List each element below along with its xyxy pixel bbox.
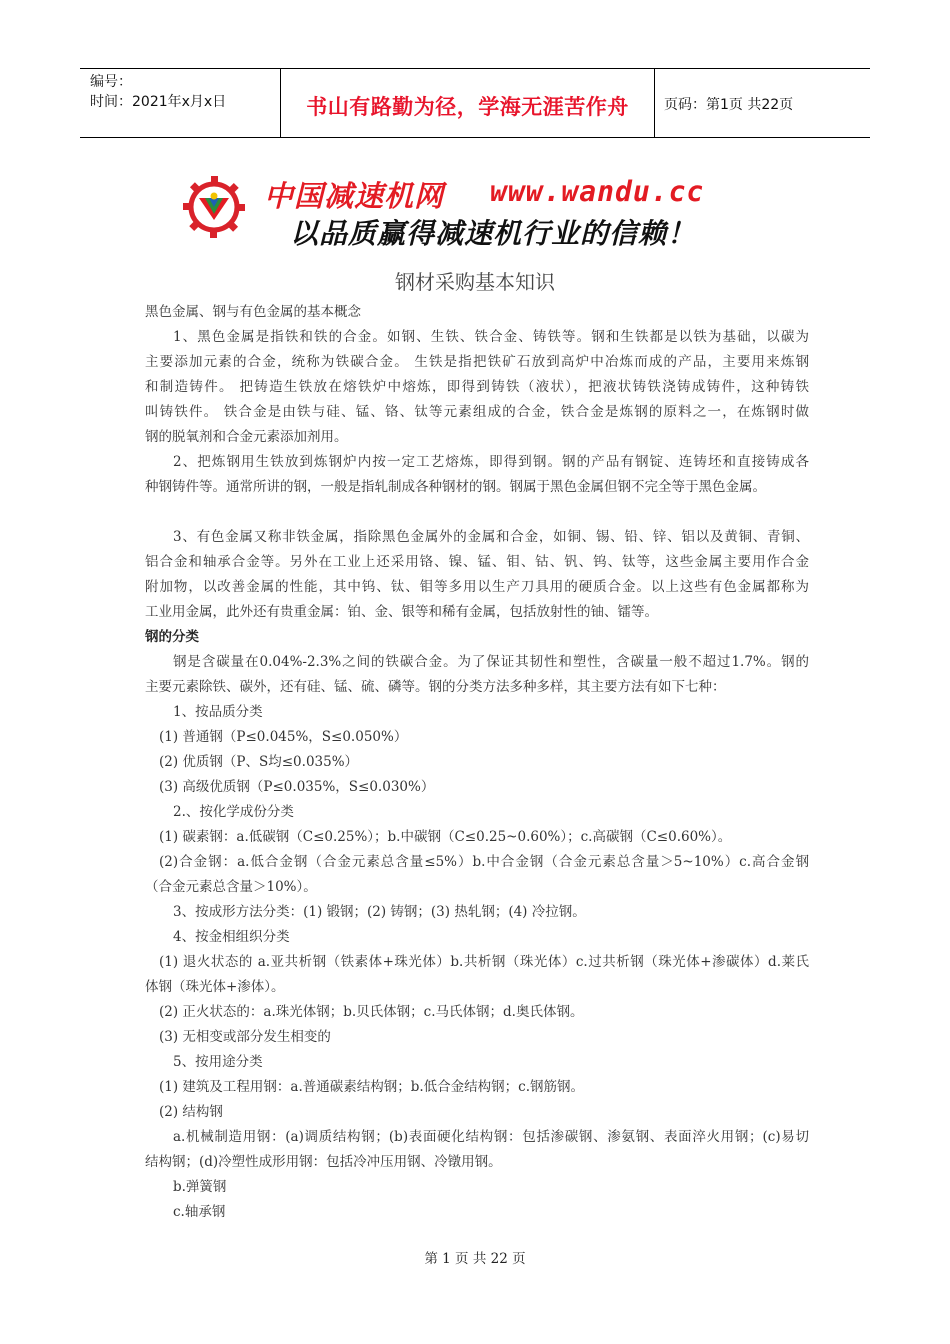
list-item: a.机械制造用钢：(a)调质结构钢；(b)表面硬化结构钢：包括渗碳钢、渗氨钢、表面淬火用钢；(c)易切	[173, 1129, 809, 1145]
list-item: (1) 普通钢（P≤0.045%，S≤0.050%）	[159, 729, 408, 745]
section-heading: 黑色金属、钢与有色金属的基本概念	[145, 304, 361, 320]
document-header	[80, 68, 870, 138]
document-body	[145, 300, 809, 1225]
paragraph-line: 工业用金属，此外还有贵重金属：铂、金、银等和稀有金属，包括放射性的铀、镭等。	[145, 604, 658, 620]
gear-logo-icon	[183, 176, 245, 238]
paragraph-line: 主要添加元素的合金，统称为铁碳合金。 生铁是指把铁矿石放到高炉中冶炼而成的产品，主要用来炼钢	[145, 354, 809, 370]
list-heading: 1、按品质分类	[173, 704, 263, 720]
paragraph-line: 钢的脱氧剂和合金元素添加剂用。	[145, 429, 348, 445]
page-info: 页码：第1页 共22页	[664, 97, 794, 113]
paragraph-line: 附加物，以改善金属的性能，其中钨、钛、钼等多用以生产刀具用的硬质合金。以上这些有色金属都称为	[145, 579, 809, 595]
list-item: 结构钢；(d)冷塑性成形用钢：包括冷冲压用钢、冷镦用钢。	[145, 1154, 502, 1170]
brand-slogan: 以品质赢得减速机行业的信赖！	[290, 217, 697, 250]
list-heading: 2.、按化学成份分类	[173, 804, 294, 820]
list-item: (2) 优质钢（P、S均≤0.035%）	[159, 754, 359, 770]
list-item: 体钢（珠光体+渗体）。	[145, 979, 285, 995]
list-heading: 5、按用途分类	[173, 1054, 263, 1070]
paragraph-line: 1、黑色金属是指铁和铁的合金。如钢、生铁、铁合金、铸铁等。钢和生铁都是以铁为基础，以碳为	[173, 329, 809, 345]
header-meta-cell	[80, 69, 280, 137]
list-item: c.轴承钢	[173, 1204, 226, 1220]
page-title: 钢材采购基本知识	[395, 270, 555, 294]
list-item: （合金元素总含量＞10%）。	[145, 879, 317, 895]
list-item: (2) 正火状态的：a.珠光体钢；b.贝氏体钢；c.马氏体钢；d.奥氏体钢。	[159, 1004, 584, 1020]
paragraph-line: 叫铸铁件。 铁合金是由铁与硅、锰、铬、钛等元素组成的合金，铁合金是炼钢的原料之一，在炼钢时做	[145, 404, 809, 420]
list-item: (2) 结构钢	[159, 1104, 223, 1120]
paragraph-line: 主要元素除铁、碳外，还有硅、锰、硫、磷等。钢的分类方法多种多样，其主要方法有如下七种：	[145, 679, 726, 695]
section-heading: 钢的分类	[145, 629, 199, 645]
list-item: (3) 无相变或部分发生相变的	[159, 1029, 331, 1045]
paragraph-line: 铝合金和轴承合金等。另外在工业上还采用铬、镍、锰、钼、钴、钒、钨、钛等，这些金属主要用作合金	[145, 554, 809, 570]
number-label: 编号：	[90, 74, 132, 90]
paragraph-line: 钢是含碳量在0.04%-2.3%之间的铁碳合金。为了保证其韧性和塑性，含碳量一般不超过1.7%。钢的	[173, 654, 809, 670]
list-item: (1) 退火状态的 a.亚共析钢（铁素体+珠光体）b.共析钢（珠光体）c.过共析钢（珠光体+渗碳体）d.莱氏	[159, 954, 809, 970]
paragraph-line: 和制造铸件。 把铸造生铁放在熔铁炉中熔炼，即得到铸铁（液状），把液状铸铁浇铸成铸件，这种铸铁	[145, 379, 809, 395]
paragraph-line: 2、把炼钢用生铁放到炼钢炉内按一定工艺熔炼，即得到钢。钢的产品有钢锭、连铸坯和直接铸成各	[173, 454, 809, 470]
paragraph-line: 3、有色金属又称非铁金属，指除黑色金属外的金属和合金，如铜、锡、铅、锌、铝以及黄铜、青铜、	[173, 529, 809, 545]
page-footer: 第 1 页 共 22 页	[424, 1251, 526, 1267]
brand-banner	[180, 172, 770, 252]
blank-line	[145, 500, 809, 525]
paragraph-line: 种钢铸件等。通常所讲的钢，一般是指轧制成各种钢材的钢。钢属于黑色金属但钢不完全等于黑色金属。	[145, 479, 766, 495]
time-label: 时间：2021年x月x日	[90, 94, 227, 110]
motto-text: 书山有路勤为径，学海无涯苦作舟	[306, 95, 629, 119]
list-item: (3) 高级优质钢（P≤0.035%，S≤0.030%）	[159, 779, 435, 795]
list-item: (1) 建筑及工程用钢：a.普通碳素结构钢；b.低合金结构钢；c.钢筋钢。	[159, 1079, 585, 1095]
brand-name: 中国减速机网	[264, 179, 445, 213]
list-item: (1) 碳素钢：a.低碳钢（C≤0.25%）；b.中碳钢（C≤0.25~0.60%）；c.高碳钢（C≤0.60%）。	[159, 829, 732, 845]
list-heading: 3、按成形方法分类：(1) 锻钢；(2) 铸钢；(3) 热轧钢；(4) 冷拉钢。	[173, 904, 586, 920]
list-heading: 4、按金相组织分类	[173, 929, 290, 945]
header-motto-cell	[280, 69, 655, 137]
brand-url: www.wandu.cc	[490, 175, 705, 208]
list-item: b.弹簧钢	[173, 1179, 227, 1195]
list-item: (2)合金钢：a.低合金钢（合金元素总含量≤5%）b.中合金钢（合金元素总含量＞5~10%）c.高合金钢	[159, 854, 809, 870]
header-page-cell	[654, 69, 870, 137]
